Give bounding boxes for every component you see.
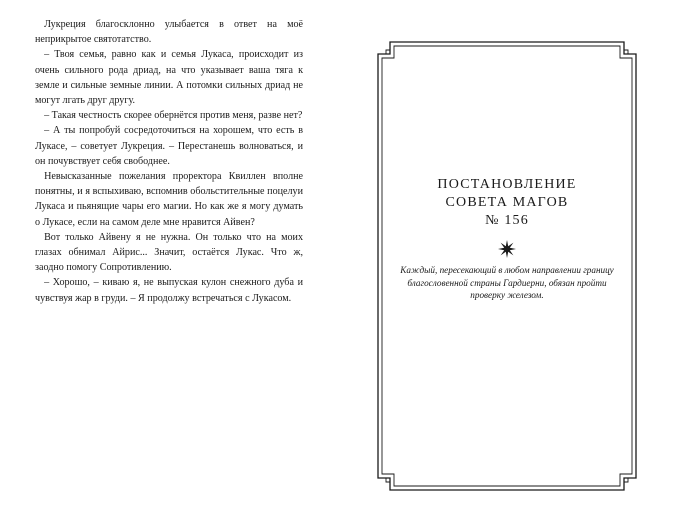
paragraph: – Твоя семья, равно как и семья Лукаса, происходит из очень сильного рода дриад, на что указывает ваша тяга к земле и сильные земные линии. А потомки сильных дриад не могут лгать друг другу. xyxy=(35,49,303,107)
star-ornament-icon xyxy=(498,240,516,258)
paragraph: – Такая честность скорее обернётся против меня, разве нет? xyxy=(44,110,303,122)
decree-number: № 156 xyxy=(485,213,529,228)
decree-title-line: СОВЕТА МАГОВ xyxy=(445,195,569,210)
paragraph: – А ты попробуй сосредоточиться на хорошем, что есть в Лукасе, – советует Лукреция. – Перестанешь волноваться, и он почувствует себя свободнее. xyxy=(35,125,303,167)
decree-title xyxy=(382,176,632,230)
decree-title-line: ПОСТАНОВЛЕНИЕ xyxy=(437,177,577,192)
body-text xyxy=(35,17,303,306)
right-page xyxy=(337,0,674,526)
paragraph: Вот только Айвену я не нужна. Он только что на моих глазах обнимал Айрис... Значит, остаётся Лукас. Что ж, заодно помогу Сопротивлению. xyxy=(35,231,303,274)
paragraph: Лукреция благосклонно улыбается в ответ на моё неприкрытое святотатство. xyxy=(35,19,303,46)
paragraph: Невысказанные пожелания проректора Квиллен вполне понятны, и я вспыхиваю, вспомнив обольстительные поцелуи Лукаса и пьянящие чары его магии. Но как же я могу думать о Лукасе, если на самом деле мне нравится Айвен? xyxy=(35,171,303,228)
paragraph: – Хорошо, – киваю я, не выпуская кулон снежного дуба и чувствуя жар в груди. – Я продолжу встречаться с Лукасом. xyxy=(35,277,303,304)
decree-block xyxy=(382,176,632,302)
decree-text: Каждый, пересекающий в любом направлении границу благословенной страны Гардиерни, обязан пройти проверку железом. xyxy=(400,265,614,300)
